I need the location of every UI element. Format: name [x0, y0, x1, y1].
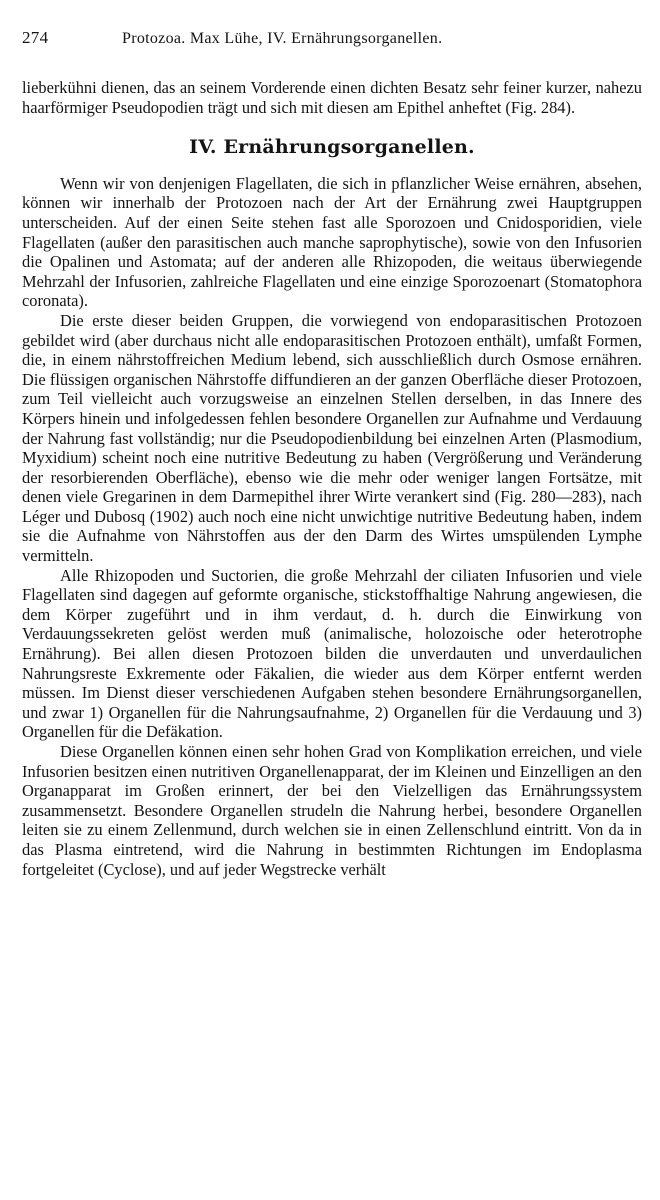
book-page [22, 28, 642, 879]
running-head-title: Protozoa. Max Lühe, IV. Ernährungsorganellen. [122, 30, 443, 47]
body-text [22, 78, 642, 879]
running-head [22, 28, 642, 50]
section-heading: IV. Ernährungsorganellen. [189, 136, 475, 159]
page-number: 274 [22, 28, 49, 47]
paragraph: Alle Rhizopoden und Suctorien, die große Mehrzahl der ciliaten Infusorien und viele Flagellaten sind dagegen auf geformte organische, stickstoffhaltige Nahrung angewiesen, die dem Körper zugeführt und in ihm verdaut, d. h. durch die Einwirkung von Verdauungssekreten gelöst werden muß (animalische, holozoische oder heterotrophe Ernährung). Bei allen diesen Protozoen bilden die unverdauten und unverdaulichen Nahrungsreste Exkremente oder Fäkalien, die wieder aus dem Körper entfernt werden müssen. Im Dienst dieser verschiedenen Aufgaben stehen besondere Ernährungsorganellen, und zwar 1) Organellen für die Nahrungsaufnahme, 2) Organellen für die Verdauung und 3) Organellen für die Defäkation. [22, 565, 642, 742]
paragraph: Wenn wir von denjenigen Flagellaten, die sich in pflanzlicher Weise ernähren, absehen, können wir innerhalb der Protozoen nach der Art der Ernährung zwei Hauptgruppen unterscheiden. Auf der einen Seite stehen fast alle Sporozoen und Cnidosporidien, viele Flagellaten (außer den parasitischen auch manche saprophytische), sowie von den Infusorien die Opalinen und Astomata; auf der anderen alle Rhizopoden, die weitaus überwiegende Mehrzahl der Infusorien, zahlreiche Flagellaten und eine einzige Sporozoenart (Stomatophora coronata). [22, 173, 642, 311]
paragraph: Die erste dieser beiden Gruppen, die vorwiegend von endoparasitischen Protozoen gebildet wird (aber durchaus nicht alle endoparasitischen Protozoen enthält), umfaßt Formen, die, in einem nährstoffreichen Medium lebend, sich ausschließlich durch Osmose ernähren. Die flüssigen organischen Nährstoffe diffundieren an der ganzen Oberfläche dieser Protozoen, zum Teil vielleicht auch vorzugsweise an einzelnen Stellen derselben, in das Innere des Körpers hinein und infolgedessen fehlen besondere Organellen zur Aufnahme und Verdauung der Nahrung fast vollständig; nur die Pseudopodienbildung bei einzelnen Arten (Plasmodium, Myxidium) scheint noch eine nutritive Bedeutung zu haben (Vergrößerung und Veränderung der resorbierenden Oberfläche), ebenso wie die mehr oder weniger langen Fortsätze, mit denen viele Gregarinen in dem Darmepithel ihrer Wirte verankert sind (Fig. 280—283), nach Léger und Dubosq (1902) auch noch eine nicht unwichtige nutritive Bedeutung haben, indem sie die Aufnahme von Nährstoffen aus der den Darm des Wirtes umspülenden Lymphe vermitteln. [22, 310, 642, 566]
paragraph: Diese Organellen können einen sehr hohen Grad von Komplikation erreichen, und viele Infusorien besitzen einen nutritiven Organellenapparat, der im Kleinen und Einzelligen an den Organapparat im Großen erinnert, der bei den Vielzelligen das Ernährungssystem zusammensetzt. Besondere Organellen strudeln die Nahrung herbei, besondere Organellen leiten sie zu einem Zellenmund, durch welchen sie in einen Zellenschlund eintritt. Von da in das Plasma eintretend, wird die Nahrung in bestimmten Richtungen im Endoplasma fortgeleitet (Cyclose), und auf jeder Wegstrecke verhält [22, 742, 642, 879]
paragraph-continued: lieberkühni dienen, das an seinem Vorderende einen dichten Besatz sehr feiner kurzer, nahezu haarförmiger Pseudopodien trägt und sich mit diesen am Epithel anheftet (Fig. 284). [22, 78, 642, 117]
